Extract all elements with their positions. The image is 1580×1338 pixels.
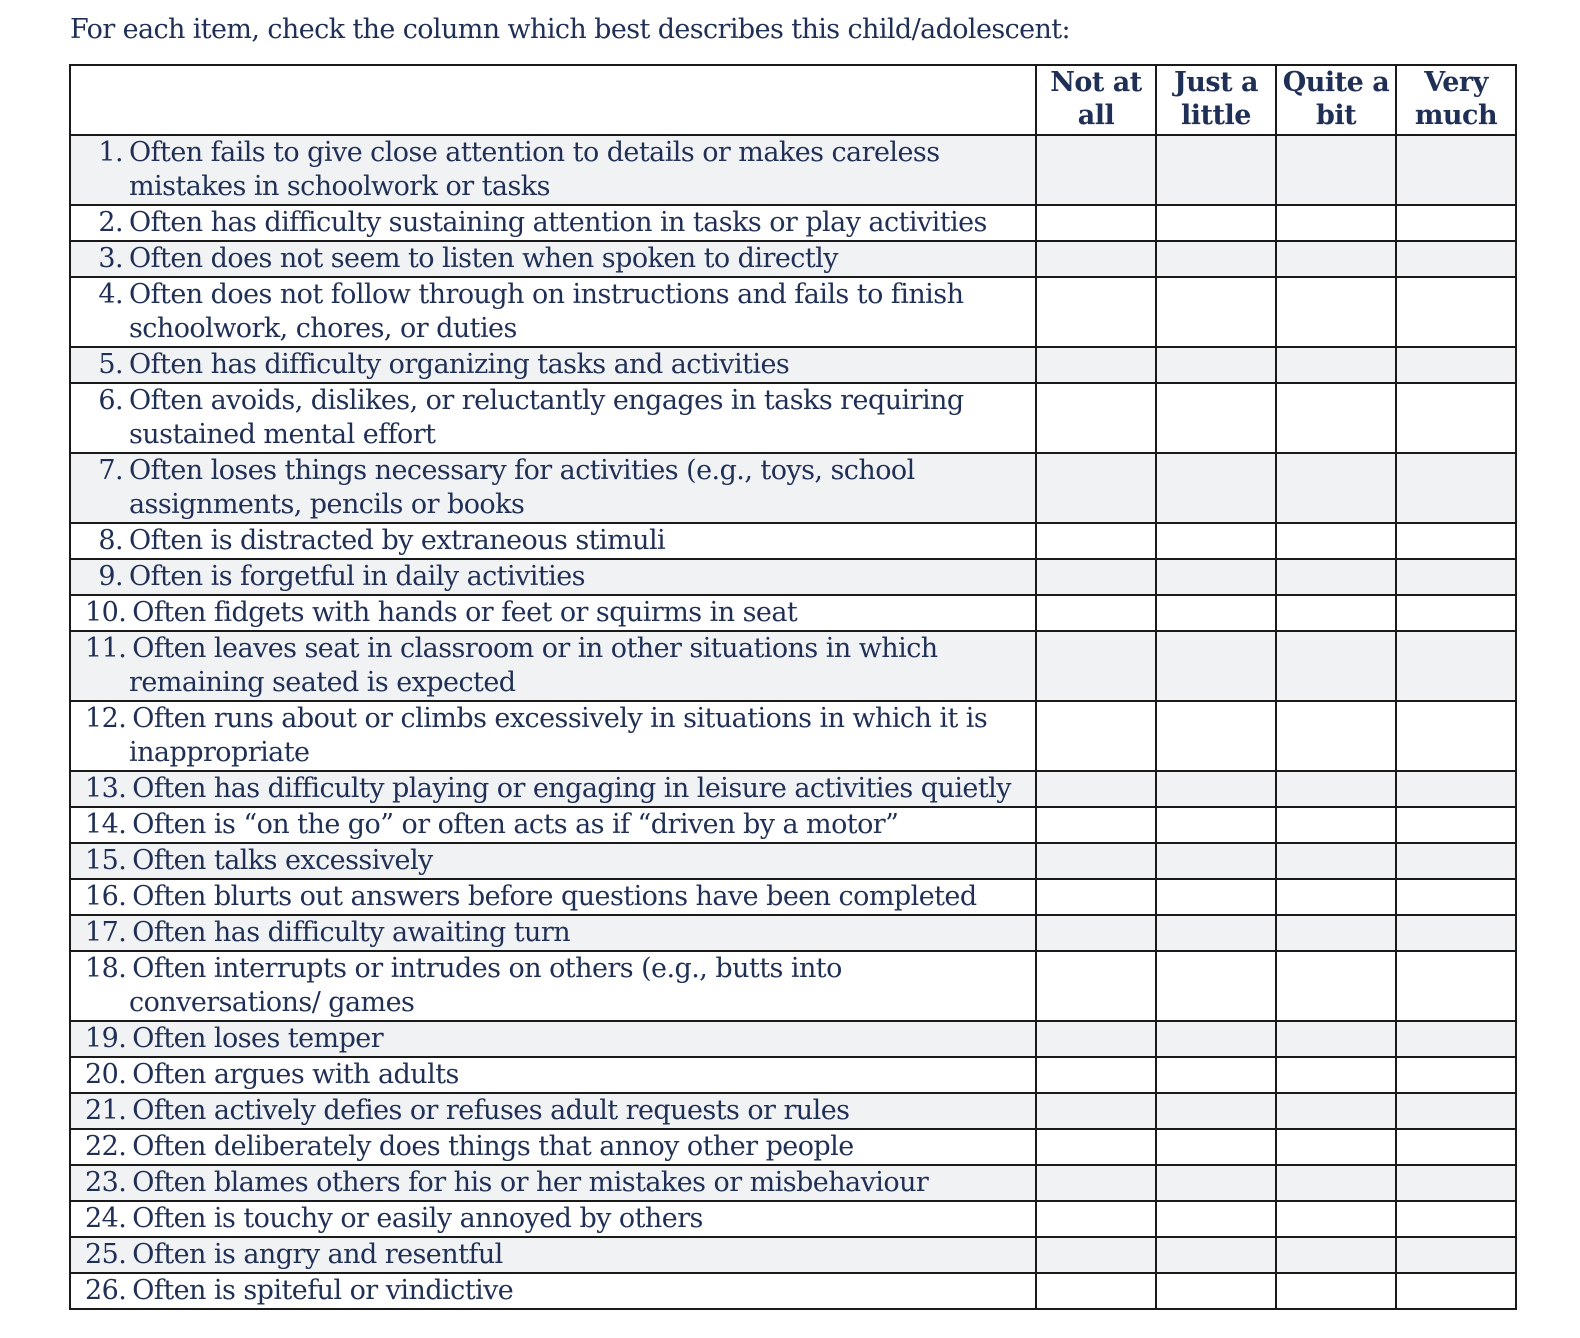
checkbox-cell-not-at-all[interactable] (1036, 135, 1156, 205)
checkbox-cell-not-at-all[interactable] (1036, 205, 1156, 241)
checkbox-cell-not-at-all[interactable] (1036, 383, 1156, 453)
item-text-cell (70, 771, 1036, 807)
item-row (70, 277, 1516, 347)
checkbox-cell-just-a-little[interactable] (1156, 241, 1276, 277)
checkbox-cell-very-much[interactable] (1396, 595, 1516, 631)
checkbox-cell-not-at-all[interactable] (1036, 879, 1156, 915)
item-number: 9. (98, 561, 123, 592)
item-text-cell (70, 1129, 1036, 1165)
column-header-just-a-little: Just a little (1156, 65, 1276, 135)
checkbox-cell-very-much[interactable] (1396, 523, 1516, 559)
checkbox-cell-quite-a-bit[interactable] (1276, 1093, 1396, 1129)
item-text-cell (70, 631, 1036, 701)
checkbox-cell-quite-a-bit[interactable] (1276, 915, 1396, 951)
checkbox-cell-not-at-all[interactable] (1036, 1021, 1156, 1057)
checkbox-cell-just-a-little[interactable] (1156, 1201, 1276, 1237)
checkbox-cell-quite-a-bit[interactable] (1276, 559, 1396, 595)
item-row (70, 915, 1516, 951)
item-label: Often talks excessively (132, 845, 433, 876)
checkbox-cell-just-a-little[interactable] (1156, 383, 1276, 453)
checkbox-cell-very-much[interactable] (1396, 631, 1516, 701)
item-label: Often is touchy or easily annoyed by others (132, 1203, 703, 1234)
checkbox-cell-quite-a-bit[interactable] (1276, 383, 1396, 453)
item-label: Often blames others for his or her mistakes or misbehaviour (132, 1167, 929, 1198)
item-label: Often does not follow through on instructions and fails to finish schoolwork, chores, or duties (129, 279, 964, 344)
checkbox-cell-very-much[interactable] (1396, 915, 1516, 951)
column-header-not-at-all: Not at all (1036, 65, 1156, 135)
item-number: 11. (85, 633, 127, 664)
checkbox-cell-not-at-all[interactable] (1036, 1201, 1156, 1237)
checkbox-cell-just-a-little[interactable] (1156, 771, 1276, 807)
checkbox-cell-quite-a-bit[interactable] (1276, 205, 1396, 241)
item-row (70, 1021, 1516, 1057)
checkbox-cell-not-at-all[interactable] (1036, 843, 1156, 879)
column-header-quite-a-bit: Quite a bit (1276, 65, 1396, 135)
checkbox-cell-not-at-all[interactable] (1036, 951, 1156, 1021)
checkbox-cell-just-a-little[interactable] (1156, 135, 1276, 205)
checkbox-cell-quite-a-bit[interactable] (1276, 631, 1396, 701)
item-row (70, 879, 1516, 915)
item-number: 12. (85, 703, 127, 734)
item-label: Often is distracted by extraneous stimuli (129, 525, 666, 556)
item-label: Often deliberately does things that annoy other people (132, 1131, 854, 1162)
item-label: Often loses temper (132, 1023, 384, 1054)
item-row (70, 1057, 1516, 1093)
item-label: Often fails to give close attention to details or makes careless mistakes in schoolwork or tasks (129, 137, 940, 202)
checkbox-cell-not-at-all[interactable] (1036, 1093, 1156, 1129)
item-row (70, 1093, 1516, 1129)
checkbox-cell-not-at-all[interactable] (1036, 559, 1156, 595)
item-number: 18. (85, 953, 127, 984)
item-number: 5. (98, 349, 123, 380)
item-number: 23. (85, 1167, 127, 1198)
checkbox-cell-just-a-little[interactable] (1156, 1057, 1276, 1093)
item-label: Often is “on the go” or often acts as if “driven by a motor” (132, 809, 899, 840)
item-row (70, 523, 1516, 559)
checkbox-cell-quite-a-bit[interactable] (1276, 1129, 1396, 1165)
item-number: 3. (98, 243, 123, 274)
item-row (70, 1201, 1516, 1237)
item-row (70, 951, 1516, 1021)
checkbox-cell-just-a-little[interactable] (1156, 347, 1276, 383)
checkbox-cell-just-a-little[interactable] (1156, 277, 1276, 347)
item-number: 7. (98, 455, 123, 486)
checkbox-cell-not-at-all[interactable] (1036, 1129, 1156, 1165)
item-label: Often fidgets with hands or feet or squirms in seat (132, 597, 798, 628)
checkbox-cell-just-a-little[interactable] (1156, 205, 1276, 241)
item-number: 6. (98, 385, 123, 416)
item-label: Often avoids, dislikes, or reluctantly engages in tasks requiring sustained mental effort (129, 385, 964, 450)
item-label: Often loses things necessary for activities (e.g., toys, school assignments, pencils or books (129, 455, 915, 520)
item-text-cell (70, 347, 1036, 383)
item-text-cell (70, 1273, 1036, 1309)
item-label: Often interrupts or intrudes on others (e.g., butts into conversations/ games (129, 953, 842, 1018)
item-label: Often is angry and resentful (132, 1239, 503, 1270)
checkbox-cell-just-a-little[interactable] (1156, 559, 1276, 595)
checkbox-cell-just-a-little[interactable] (1156, 879, 1276, 915)
checkbox-cell-not-at-all[interactable] (1036, 701, 1156, 771)
item-number: 1. (98, 137, 123, 168)
checkbox-cell-not-at-all[interactable] (1036, 771, 1156, 807)
item-label: Often leaves seat in classroom or in other situations in which remaining seated is expected (129, 633, 938, 698)
checkbox-cell-quite-a-bit[interactable] (1276, 879, 1396, 915)
item-row (70, 631, 1516, 701)
item-label: Often actively defies or refuses adult requests or rules (132, 1095, 850, 1126)
checkbox-cell-not-at-all[interactable] (1036, 595, 1156, 631)
checkbox-cell-quite-a-bit[interactable] (1276, 523, 1396, 559)
checkbox-cell-quite-a-bit[interactable] (1276, 1201, 1396, 1237)
checkbox-cell-very-much[interactable] (1396, 879, 1516, 915)
item-number: 2. (98, 207, 123, 238)
instruction-text: For each item, check the column which best describes this child/adolescent: (70, 14, 1071, 45)
checkbox-cell-not-at-all[interactable] (1036, 241, 1156, 277)
item-row (70, 347, 1516, 383)
checkbox-cell-very-much[interactable] (1396, 453, 1516, 523)
item-text-cell (70, 559, 1036, 595)
checkbox-cell-just-a-little[interactable] (1156, 631, 1276, 701)
item-text-cell (70, 1165, 1036, 1201)
item-text-cell (70, 453, 1036, 523)
checkbox-cell-just-a-little[interactable] (1156, 915, 1276, 951)
checkbox-cell-quite-a-bit[interactable] (1276, 1165, 1396, 1201)
rating-table (69, 64, 1517, 1310)
item-number: 25. (85, 1239, 127, 1270)
item-row (70, 595, 1516, 631)
item-row (70, 807, 1516, 843)
checkbox-cell-very-much[interactable] (1396, 1273, 1516, 1309)
item-number: 19. (85, 1023, 127, 1054)
checkbox-cell-very-much[interactable] (1396, 771, 1516, 807)
checkbox-cell-just-a-little[interactable] (1156, 1129, 1276, 1165)
checkbox-cell-not-at-all[interactable] (1036, 807, 1156, 843)
item-label: Often has difficulty awaiting turn (132, 917, 571, 948)
item-number: 13. (85, 773, 127, 804)
checkbox-cell-quite-a-bit[interactable] (1276, 771, 1396, 807)
checkbox-cell-not-at-all[interactable] (1036, 1057, 1156, 1093)
header-row (70, 65, 1516, 135)
item-number: 15. (85, 845, 127, 876)
item-text-cell (70, 595, 1036, 631)
item-label: Often runs about or climbs excessively in situations in which it is inappropriate (129, 703, 988, 768)
item-text-cell (70, 701, 1036, 771)
checkbox-cell-not-at-all[interactable] (1036, 631, 1156, 701)
checkbox-cell-quite-a-bit[interactable] (1276, 241, 1396, 277)
checkbox-cell-just-a-little[interactable] (1156, 1273, 1276, 1309)
checkbox-cell-very-much[interactable] (1396, 701, 1516, 771)
checkbox-cell-just-a-little[interactable] (1156, 1093, 1276, 1129)
checkbox-cell-quite-a-bit[interactable] (1276, 1021, 1396, 1057)
item-text-cell (70, 241, 1036, 277)
checkbox-cell-very-much[interactable] (1396, 241, 1516, 277)
checkbox-cell-very-much[interactable] (1396, 1021, 1516, 1057)
item-text-cell (70, 1201, 1036, 1237)
checkbox-cell-just-a-little[interactable] (1156, 523, 1276, 559)
item-label: Often is forgetful in daily activities (129, 561, 585, 592)
checkbox-cell-just-a-little[interactable] (1156, 1237, 1276, 1273)
item-number: 17. (85, 917, 127, 948)
checkbox-cell-just-a-little[interactable] (1156, 1021, 1276, 1057)
checkbox-cell-very-much[interactable] (1396, 1237, 1516, 1273)
checkbox-cell-very-much[interactable] (1396, 559, 1516, 595)
item-number: 16. (85, 881, 127, 912)
checkbox-cell-very-much[interactable] (1396, 347, 1516, 383)
checkbox-cell-quite-a-bit[interactable] (1276, 453, 1396, 523)
column-header-very-much: Very much (1396, 65, 1516, 135)
item-row (70, 701, 1516, 771)
item-text-cell (70, 807, 1036, 843)
checkbox-cell-just-a-little[interactable] (1156, 951, 1276, 1021)
item-number: 8. (98, 525, 123, 556)
item-text-cell (70, 1021, 1036, 1057)
item-number: 24. (85, 1203, 127, 1234)
checkbox-cell-very-much[interactable] (1396, 277, 1516, 347)
item-text-cell (70, 277, 1036, 347)
checkbox-cell-not-at-all[interactable] (1036, 347, 1156, 383)
item-number: 20. (85, 1059, 127, 1090)
checkbox-cell-not-at-all[interactable] (1036, 453, 1156, 523)
item-label: Often has difficulty sustaining attention in tasks or play activities (129, 207, 987, 238)
item-text-cell (70, 843, 1036, 879)
item-row (70, 453, 1516, 523)
checkbox-cell-just-a-little[interactable] (1156, 453, 1276, 523)
checkbox-cell-very-much[interactable] (1396, 1057, 1516, 1093)
checkbox-cell-quite-a-bit[interactable] (1276, 135, 1396, 205)
checkbox-cell-very-much[interactable] (1396, 1093, 1516, 1129)
checkbox-cell-not-at-all[interactable] (1036, 915, 1156, 951)
item-row (70, 1165, 1516, 1201)
checkbox-cell-not-at-all[interactable] (1036, 1237, 1156, 1273)
item-row (70, 771, 1516, 807)
checkbox-cell-quite-a-bit[interactable] (1276, 807, 1396, 843)
item-label: Often argues with adults (132, 1059, 459, 1090)
item-text-cell (70, 205, 1036, 241)
item-number: 10. (85, 597, 127, 628)
item-row (70, 1273, 1516, 1309)
item-row (70, 1237, 1516, 1273)
checkbox-cell-just-a-little[interactable] (1156, 1165, 1276, 1201)
item-text-cell (70, 383, 1036, 453)
checkbox-cell-quite-a-bit[interactable] (1276, 595, 1396, 631)
item-row (70, 383, 1516, 453)
checkbox-cell-quite-a-bit[interactable] (1276, 951, 1396, 1021)
item-text-cell (70, 135, 1036, 205)
checkbox-cell-very-much[interactable] (1396, 383, 1516, 453)
checkbox-cell-very-much[interactable] (1396, 843, 1516, 879)
item-number: 21. (85, 1095, 127, 1126)
item-number: 22. (85, 1131, 127, 1162)
item-text-cell (70, 915, 1036, 951)
checkbox-cell-not-at-all[interactable] (1036, 523, 1156, 559)
item-row (70, 1129, 1516, 1165)
checkbox-cell-not-at-all[interactable] (1036, 1273, 1156, 1309)
checkbox-cell-very-much[interactable] (1396, 951, 1516, 1021)
checkbox-cell-quite-a-bit[interactable] (1276, 843, 1396, 879)
item-text-cell (70, 1237, 1036, 1273)
item-label: Often has difficulty organizing tasks and activities (129, 349, 790, 380)
item-text-cell (70, 951, 1036, 1021)
item-text-cell (70, 1057, 1036, 1093)
checkbox-cell-quite-a-bit[interactable] (1276, 1057, 1396, 1093)
checkbox-cell-just-a-little[interactable] (1156, 701, 1276, 771)
item-number: 26. (85, 1275, 127, 1306)
item-label: Often does not seem to listen when spoken to directly (129, 243, 838, 274)
item-text-cell (70, 1093, 1036, 1129)
item-label: Often has difficulty playing or engaging in leisure activities quietly (132, 773, 1011, 804)
checkbox-cell-not-at-all[interactable] (1036, 1165, 1156, 1201)
item-row (70, 205, 1516, 241)
item-row (70, 135, 1516, 205)
checkbox-cell-quite-a-bit[interactable] (1276, 701, 1396, 771)
checkbox-cell-just-a-little[interactable] (1156, 595, 1276, 631)
checkbox-cell-very-much[interactable] (1396, 1129, 1516, 1165)
checkbox-cell-quite-a-bit[interactable] (1276, 347, 1396, 383)
item-label: Often blurts out answers before questions have been completed (132, 881, 977, 912)
item-row (70, 241, 1516, 277)
checkbox-cell-quite-a-bit[interactable] (1276, 277, 1396, 347)
checkbox-cell-very-much[interactable] (1396, 807, 1516, 843)
item-number: 14. (85, 809, 127, 840)
item-number: 4. (98, 279, 123, 310)
checkbox-cell-not-at-all[interactable] (1036, 277, 1156, 347)
item-row (70, 843, 1516, 879)
checkbox-cell-very-much[interactable] (1396, 1201, 1516, 1237)
item-row (70, 559, 1516, 595)
item-label: Often is spiteful or vindictive (132, 1275, 514, 1306)
checkbox-cell-quite-a-bit[interactable] (1276, 1273, 1396, 1309)
checkbox-cell-very-much[interactable] (1396, 135, 1516, 205)
checkbox-cell-just-a-little[interactable] (1156, 807, 1276, 843)
checkbox-cell-just-a-little[interactable] (1156, 843, 1276, 879)
checkbox-cell-quite-a-bit[interactable] (1276, 1237, 1396, 1273)
checkbox-cell-very-much[interactable] (1396, 205, 1516, 241)
checkbox-cell-very-much[interactable] (1396, 1165, 1516, 1201)
item-text-cell (70, 523, 1036, 559)
item-text-cell (70, 879, 1036, 915)
item-column-header (70, 65, 1036, 135)
